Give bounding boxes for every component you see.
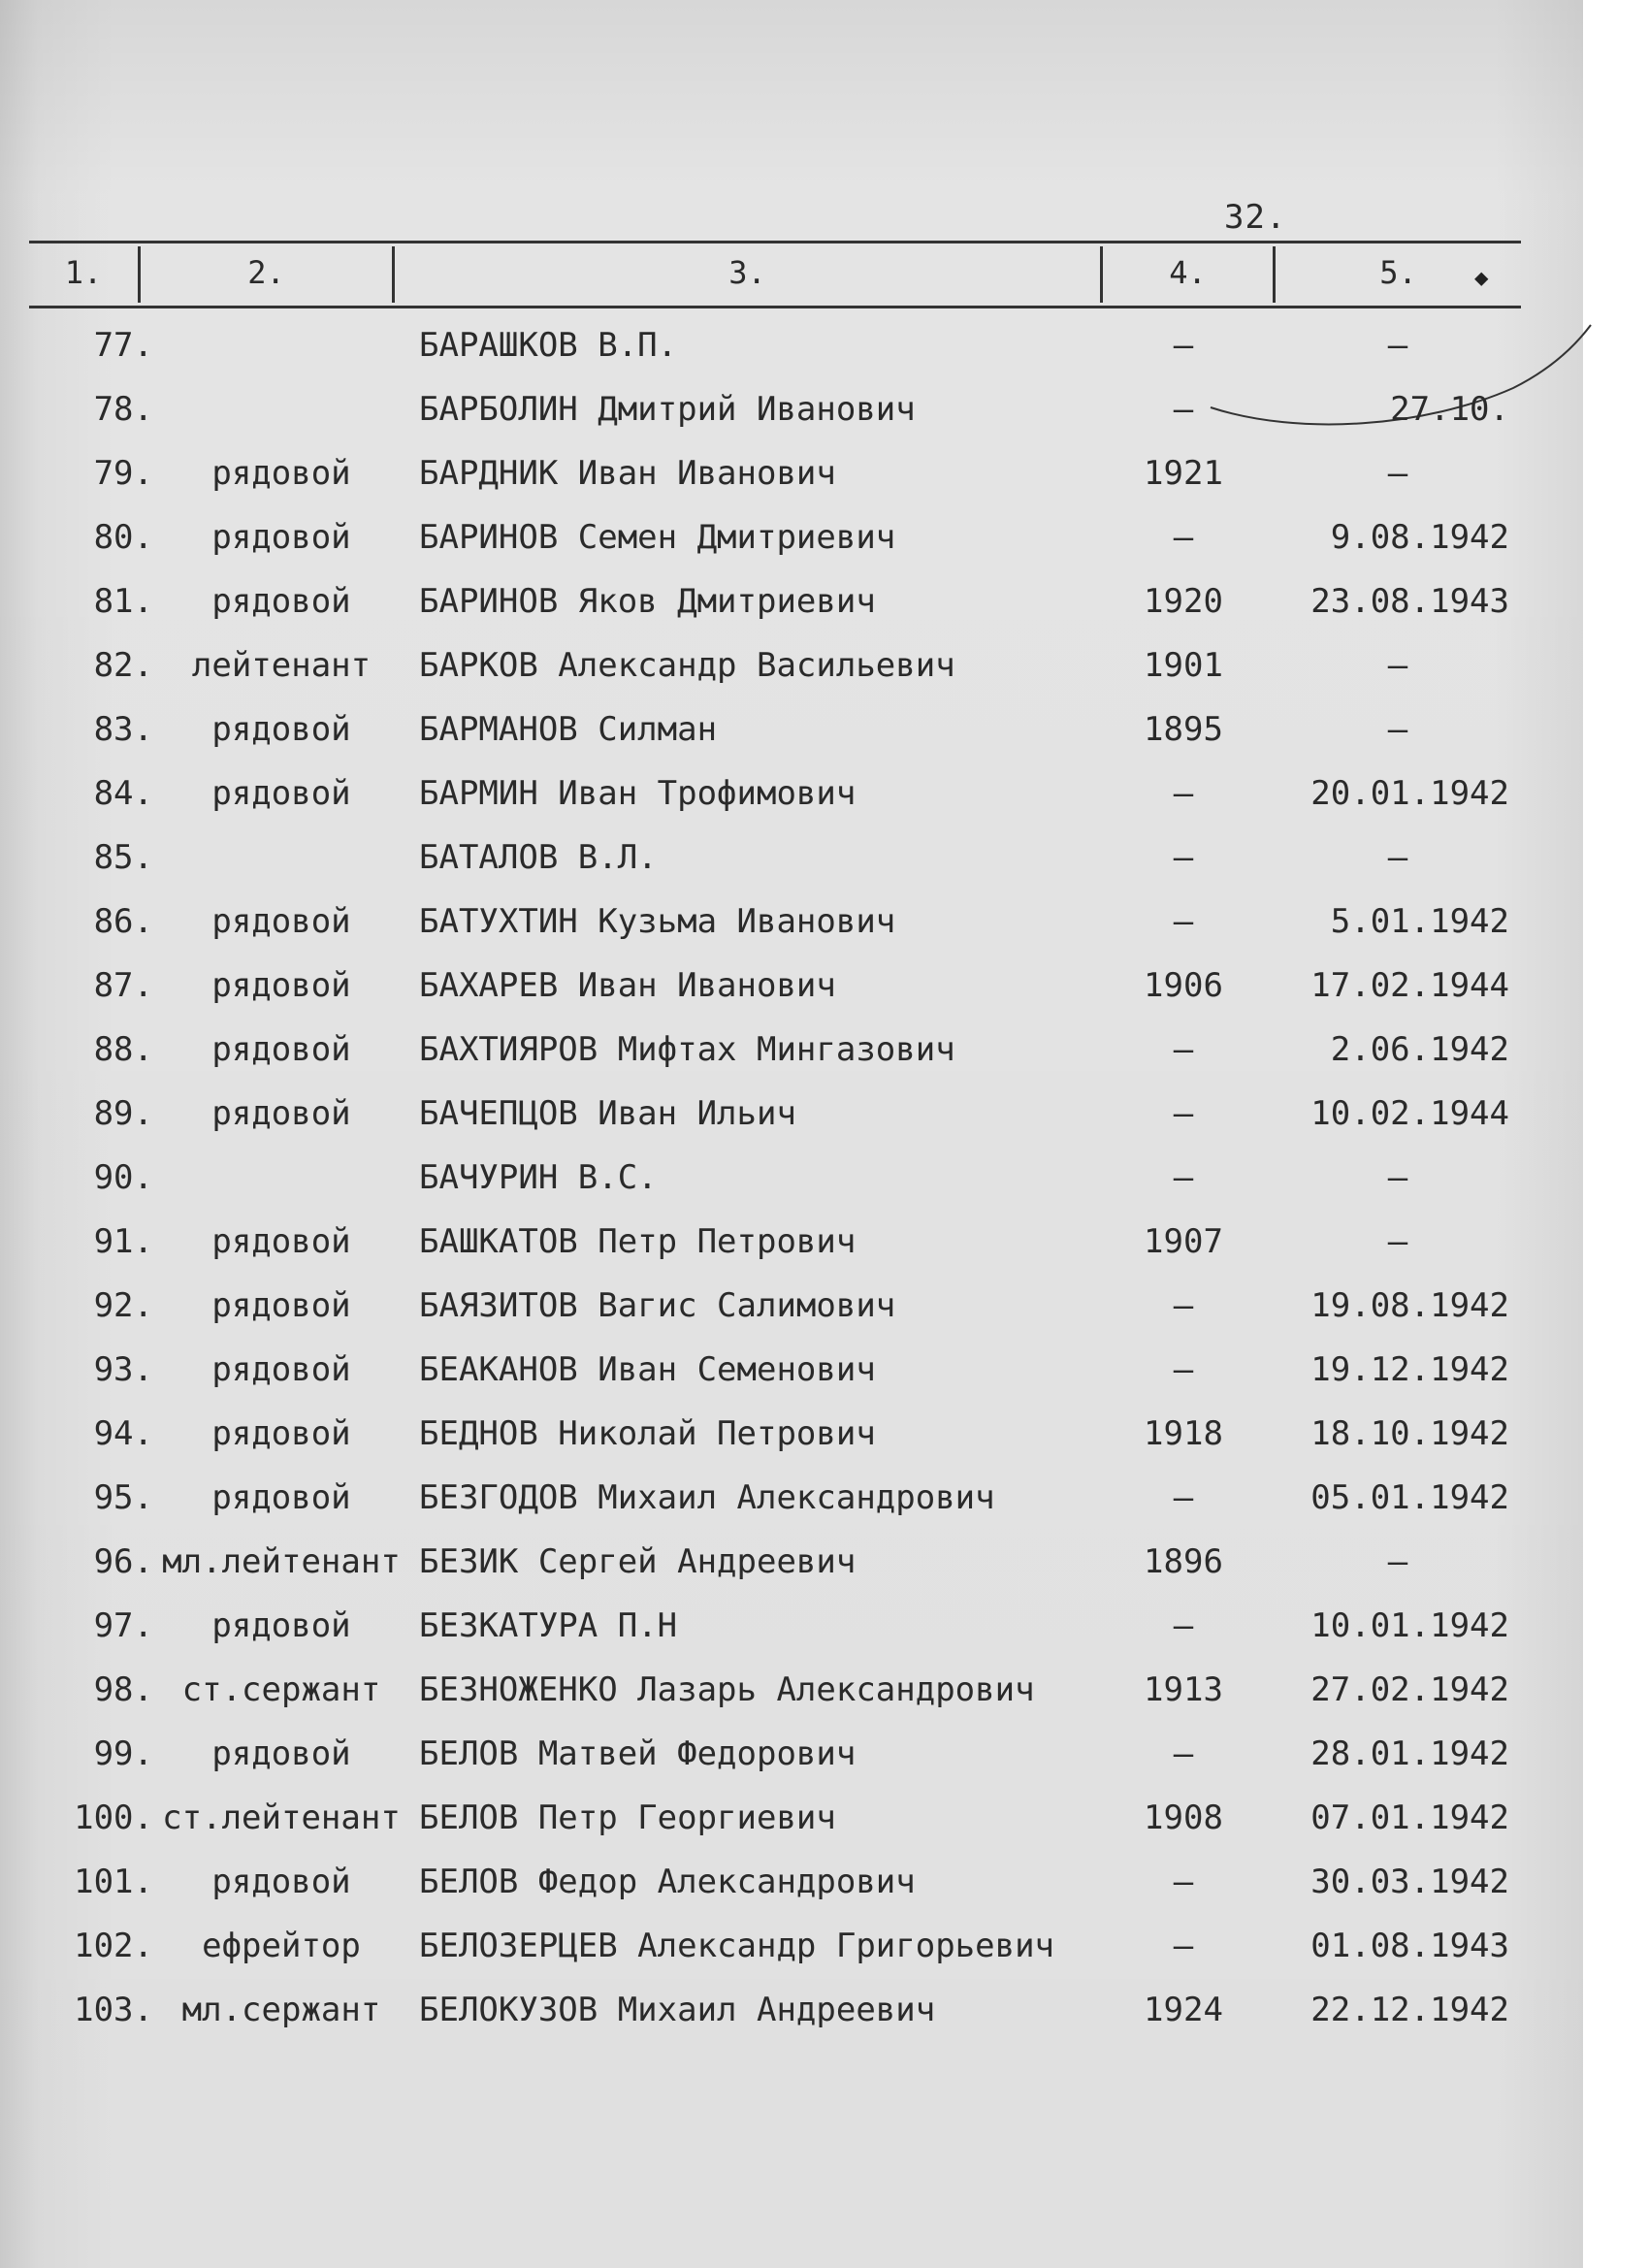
row-name: БЕАКАНОВ Иван Семенович: [419, 1350, 876, 1389]
row-birth-year: –: [1173, 1094, 1194, 1133]
row-date: 27.10.: [1390, 390, 1509, 429]
table-row: [0, 510, 1583, 574]
row-rank: рядовой: [211, 774, 351, 813]
row-birth-year: 1907: [1144, 1222, 1223, 1261]
row-rank: рядовой: [211, 1606, 351, 1645]
row-name: БАШКАТОВ Петр Петрович: [419, 1222, 857, 1261]
row-name: БАРДНИК Иван Иванович: [419, 454, 836, 493]
table-row: [0, 1535, 1583, 1599]
row-number: 82.: [93, 646, 153, 685]
table-row: [0, 894, 1583, 958]
row-number: 99.: [93, 1734, 153, 1773]
table-row: [0, 318, 1583, 382]
row-rank: рядовой: [211, 1350, 351, 1389]
row-name: БАРМИН Иван Трофимович: [419, 774, 857, 813]
row-number: 92.: [93, 1286, 153, 1325]
row-birth-year: 1908: [1144, 1798, 1223, 1837]
row-date: –: [1387, 454, 1408, 493]
row-number: 81.: [93, 582, 153, 621]
table-row: [0, 1983, 1583, 2047]
row-birth-year: –: [1173, 1478, 1194, 1517]
row-number: 95.: [93, 1478, 153, 1517]
row-number: 78.: [93, 390, 153, 429]
row-name: БЕЛОВ Федор Александрович: [419, 1863, 916, 1901]
row-birth-year: –: [1173, 1863, 1194, 1901]
row-rank: мл.сержант: [181, 1991, 381, 2029]
row-birth-year: 1896: [1144, 1542, 1223, 1581]
row-birth-year: 1921: [1144, 454, 1223, 493]
row-number: 98.: [93, 1670, 153, 1709]
table-row: [0, 766, 1583, 830]
page-number: 32.: [1224, 198, 1287, 237]
row-date: 9.08.1942: [1330, 518, 1509, 557]
table-row: [0, 1919, 1583, 1983]
row-birth-year: –: [1173, 1286, 1194, 1325]
row-number: 94.: [93, 1414, 153, 1453]
row-name: БЕЗНОЖЕНКО Лазарь Александрович: [419, 1670, 1035, 1709]
row-number: 101.: [74, 1863, 153, 1901]
table-row: [0, 1150, 1583, 1215]
row-birth-year: –: [1173, 1030, 1194, 1069]
table-row: [0, 1279, 1583, 1343]
table-row: [0, 446, 1583, 510]
row-rank: ст.лейтенант: [162, 1798, 401, 1837]
table-row: [0, 1022, 1583, 1086]
table-row: [0, 958, 1583, 1022]
row-number: 100.: [74, 1798, 153, 1837]
row-name: БАЯЗИТОВ Вагис Салимович: [419, 1286, 896, 1325]
row-birth-year: –: [1173, 1158, 1194, 1197]
row-rank: лейтенант: [191, 646, 372, 685]
row-rank: рядовой: [211, 518, 351, 557]
row-date: 20.01.1942: [1310, 774, 1509, 813]
header-col-2: 2.: [247, 254, 285, 291]
row-name: БЕЗИК Сергей Андреевич: [419, 1542, 857, 1581]
row-name: БЕЗКАТУРА П.Н: [419, 1606, 678, 1645]
row-number: 102.: [74, 1927, 153, 1965]
row-birth-year: –: [1173, 1350, 1194, 1389]
table-row: [0, 1086, 1583, 1150]
row-number: 86.: [93, 902, 153, 941]
row-birth-year: –: [1173, 1606, 1194, 1645]
row-birth-year: –: [1173, 518, 1194, 557]
row-name: БАТУХТИН Кузьма Иванович: [419, 902, 896, 941]
row-birth-year: 1920: [1144, 582, 1223, 621]
row-date: 07.01.1942: [1310, 1798, 1509, 1837]
row-birth-year: –: [1173, 838, 1194, 877]
table-row: [0, 1471, 1583, 1535]
row-name: БАРИНОВ Семен Дмитриевич: [419, 518, 896, 557]
row-date: 19.12.1942: [1310, 1350, 1509, 1389]
table-row: [0, 1663, 1583, 1727]
row-name: БАРИНОВ Яков Дмитриевич: [419, 582, 876, 621]
header-col-1: 1.: [64, 254, 103, 291]
row-date: 19.08.1942: [1310, 1286, 1509, 1325]
row-name: БЕДНОВ Николай Петрович: [419, 1414, 876, 1453]
row-rank: рядовой: [211, 1286, 351, 1325]
row-date: 23.08.1943: [1310, 582, 1509, 621]
row-date: 28.01.1942: [1310, 1734, 1509, 1773]
row-rank: рядовой: [211, 966, 351, 1005]
table-row: [0, 1407, 1583, 1471]
row-rank: рядовой: [211, 1734, 351, 1773]
row-name: БЕЛОВ Матвей Федорович: [419, 1734, 857, 1773]
header-col-4: 4.: [1169, 254, 1207, 291]
row-rank: рядовой: [211, 454, 351, 493]
row-date: 05.01.1942: [1310, 1478, 1509, 1517]
row-birth-year: 1901: [1144, 646, 1223, 685]
row-number: 96.: [93, 1542, 153, 1581]
row-number: 87.: [93, 966, 153, 1005]
table-row: [0, 1215, 1583, 1279]
row-date: 17.02.1944: [1310, 966, 1509, 1005]
row-date: 22.12.1942: [1310, 1991, 1509, 2029]
table-row: [0, 1791, 1583, 1855]
row-date: 18.10.1942: [1310, 1414, 1509, 1453]
row-number: 79.: [93, 454, 153, 493]
row-rank: рядовой: [211, 710, 351, 749]
row-date: 30.03.1942: [1310, 1863, 1509, 1901]
row-number: 93.: [93, 1350, 153, 1389]
row-birth-year: –: [1173, 774, 1194, 813]
row-date: 10.01.1942: [1310, 1606, 1509, 1645]
row-name: БАЧУРИН В.С.: [419, 1158, 658, 1197]
row-birth-year: 1913: [1144, 1670, 1223, 1709]
row-birth-year: –: [1173, 326, 1194, 365]
row-name: БАРАШКОВ В.П.: [419, 326, 678, 365]
row-rank: рядовой: [211, 1030, 351, 1069]
row-date: –: [1387, 1158, 1408, 1197]
table-body: [0, 318, 1583, 2047]
table-row: [0, 382, 1583, 446]
row-name: БАРМАНОВ Силман: [419, 710, 718, 749]
row-rank: рядовой: [211, 902, 351, 941]
header-col-3: 3.: [728, 254, 766, 291]
bullet-mark-icon: ◆: [1474, 264, 1489, 291]
table-row: [0, 1727, 1583, 1791]
row-name: БАХТИЯРОВ Мифтах Мингазович: [419, 1030, 955, 1069]
row-birth-year: –: [1173, 1927, 1194, 1965]
row-name: БАТАЛОВ В.Л.: [419, 838, 658, 877]
row-name: БЕЛОЗЕРЦЕВ Александр Григорьевич: [419, 1927, 1055, 1965]
header-col-5: 5.: [1379, 254, 1417, 291]
row-number: 80.: [93, 518, 153, 557]
row-number: 97.: [93, 1606, 153, 1645]
row-number: 90.: [93, 1158, 153, 1197]
row-number: 85.: [93, 838, 153, 877]
row-rank: рядовой: [211, 1094, 351, 1133]
row-date: –: [1387, 838, 1408, 877]
row-birth-year: –: [1173, 390, 1194, 429]
row-birth-year: 1895: [1144, 710, 1223, 749]
row-rank: рядовой: [211, 1478, 351, 1517]
row-number: 89.: [93, 1094, 153, 1133]
row-rank: мл.лейтенант: [162, 1542, 401, 1581]
table-row: [0, 1343, 1583, 1407]
table-row: [0, 638, 1583, 702]
row-date: 27.02.1942: [1310, 1670, 1509, 1709]
table-row: [0, 1599, 1583, 1663]
row-number: 84.: [93, 774, 153, 813]
row-name: БЕЛОВ Петр Георгиевич: [419, 1798, 836, 1837]
row-rank: ефрейтор: [202, 1927, 361, 1965]
row-name: БАЧЕПЦОВ Иван Ильич: [419, 1094, 796, 1133]
row-rank: ст.сержант: [181, 1670, 381, 1709]
row-rank: рядовой: [211, 582, 351, 621]
row-number: 83.: [93, 710, 153, 749]
row-name: БАРБОЛИН Дмитрий Иванович: [419, 390, 916, 429]
row-date: –: [1387, 1222, 1408, 1261]
table-row: [0, 1855, 1583, 1919]
row-date: 01.08.1943: [1310, 1927, 1509, 1965]
row-name: БАРКОВ Александр Васильевич: [419, 646, 955, 685]
row-birth-year: 1918: [1144, 1414, 1223, 1453]
table-row: [0, 830, 1583, 894]
row-birth-year: 1924: [1144, 1991, 1223, 2029]
row-birth-year: –: [1173, 1734, 1194, 1773]
table-row: [0, 702, 1583, 766]
row-number: 88.: [93, 1030, 153, 1069]
row-date: 10.02.1944: [1310, 1094, 1509, 1133]
row-date: 5.01.1942: [1330, 902, 1509, 941]
row-name: БЕЗГОДОВ Михаил Александрович: [419, 1478, 995, 1517]
row-number: 77.: [93, 326, 153, 365]
row-name: БЕЛОКУЗОВ Михаил Андреевич: [419, 1991, 936, 2029]
row-rank: рядовой: [211, 1222, 351, 1261]
row-number: 103.: [74, 1991, 153, 2029]
row-number: 91.: [93, 1222, 153, 1261]
row-rank: рядовой: [211, 1863, 351, 1901]
row-birth-year: 1906: [1144, 966, 1223, 1005]
row-rank: рядовой: [211, 1414, 351, 1453]
row-date: –: [1387, 646, 1408, 685]
row-date: –: [1387, 326, 1408, 365]
table-row: [0, 574, 1583, 638]
row-date: –: [1387, 1542, 1408, 1581]
row-birth-year: –: [1173, 902, 1194, 941]
row-name: БАХАРЕВ Иван Иванович: [419, 966, 836, 1005]
row-date: 2.06.1942: [1330, 1030, 1509, 1069]
row-date: –: [1387, 710, 1408, 749]
